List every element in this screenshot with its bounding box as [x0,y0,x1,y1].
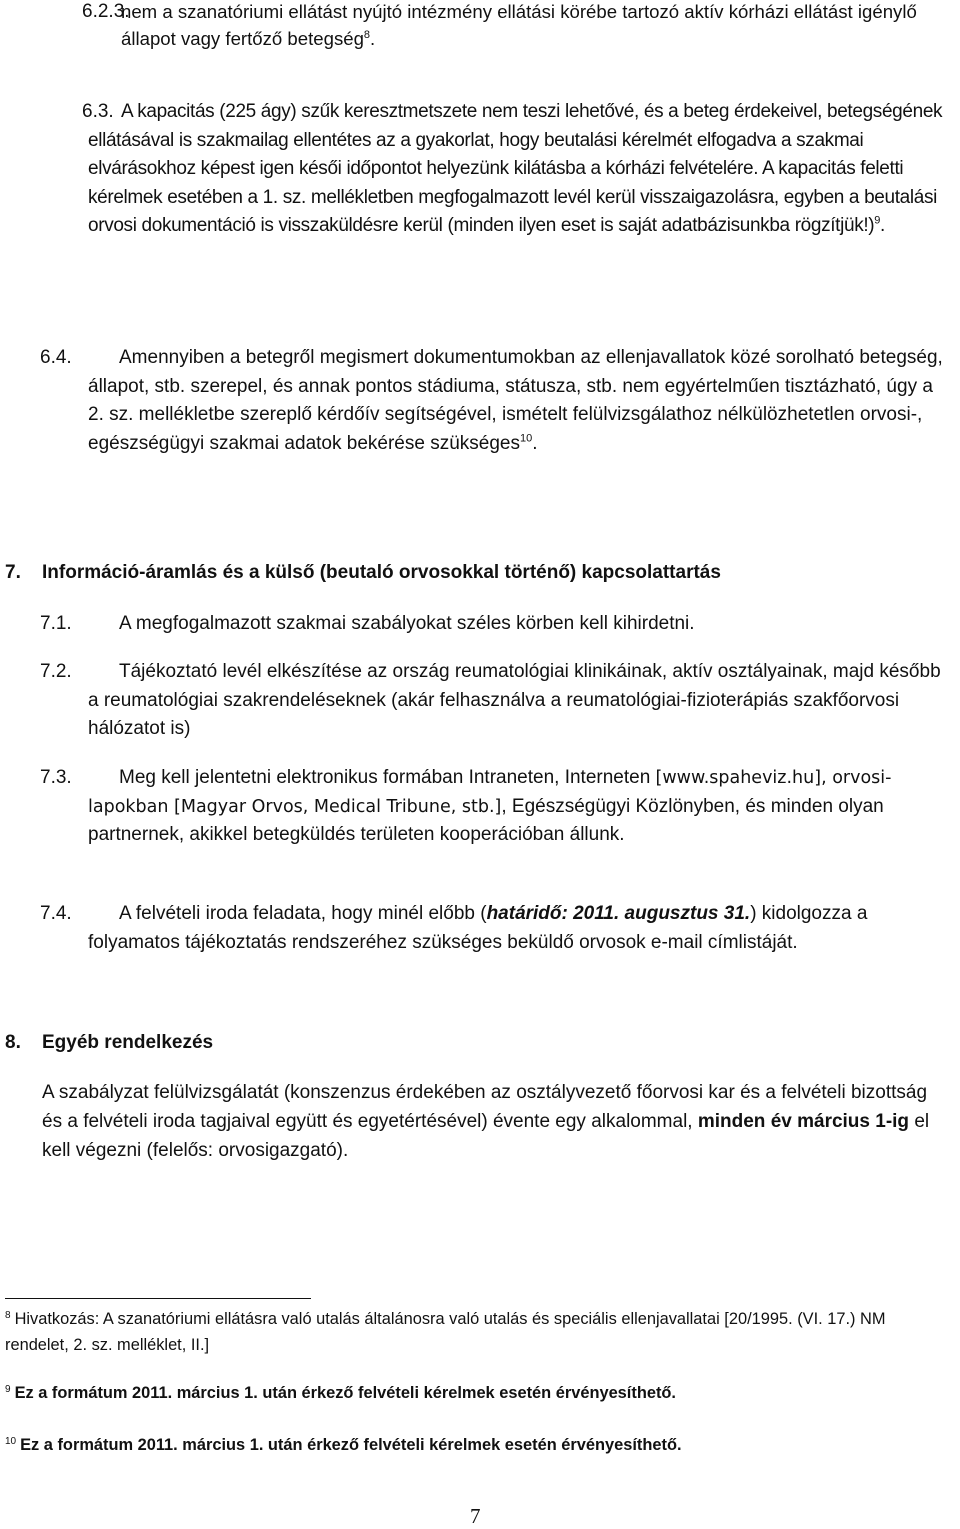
page-number: 7 [470,1504,481,1528]
item-number: 6.2.3. [82,1,130,22]
footnote-10: $^{10}$ Ez a formátum 2011. március 1. után érkező felvételi kérelmek esetén érvényesíthető. [5,1435,682,1454]
footnote-9: $^9$ Ez a formátum 2011. március 1. után érkező felvételi kérelmek esetén érvényesíthető. [5,1383,676,1402]
footnote-ref-8[interactable]: 8 [363,28,371,41]
item-number: 7.3. [40,767,72,788]
item-text: Tájékoztató levél elkészítése az ország reumatológiai klinikáinak, aktív osztályainak, majd később a reumatológiai szakrendeléseknek (akár felhasználva a reumatológiai-fizioterápiás szakfőorvosi hálózatot is) [88,661,941,740]
footnote-ref-9[interactable]: 9 [874,215,881,228]
section-title: Egyéb rendelkezés [42,1032,214,1053]
website-link[interactable]: [www.spaheviz.hu] [655,768,822,788]
item-text: nem a szanatóriumi ellátást nyújtó intézmény ellátási körébe tartozó aktív kórházi ellátást igénylő állapot vagy fertőző betegség$^8$. [121,1,917,49]
item-number: 7.2. [40,661,72,682]
item-number: 7.1. [40,613,72,634]
footnote-8: $^8$ Hivatkozás: A szanatóriumi ellátásra való utalás általánosra való utalás és speciális ellenjavallatai [20/1995. (VI. 17.) NM rendelet, 2. sz. melléklet, II.] [5,1309,886,1354]
deadline-emphasis: minden év március 1-ig [697,1111,910,1132]
item-text: A megfogalmazott szakmai szabályokat széles körben kell kihirdetni. [119,613,695,634]
item-text: A kapacitás (225 ágy) szűk keresztmetszete nem teszi lehetővé, és a beteg érdekeivel, betegségének ellátásával is szakmailag ellentétes az a gyakorlat, hogy beutalási kérelmét elfogadva a szakmai elvárásokhoz képest igen késői időpontot helyezünk kilátásba a kórházi felvételére. A kapacitás feletti kérelmek esetében a 1. sz. mellékletben megfogalmazott levél kerül visszaigazolásra, egyben a beutalási orvosi dokumentáció is visszaküldésre kerül (minden ilyen eset is saját adatbázisunkba rögzítjük!)$^9$. [88,101,943,237]
section-number: 7. [5,562,21,583]
footnote-ref-10[interactable]: 10 [519,432,533,445]
item-text: Amennyiben a betegről megismert dokumentumokban az ellenjavallatok közé sorolható betegség, állapot, stb. szerepel, és annak pontos stádiuma, státusza, stb. nem egyértelműen tisztázható, úgy a 2. sz. mellékletbe szereplő kérdőív segítségével, ismételt felülvizsgálathoz nélkülözhetetlen orvosi-, egészségügyi szakmai adatok bekérése szükséges$^{10}$. [88,347,943,454]
item-number: 6.4. [40,347,72,368]
section-8-body: A szabályzat felülvizsgálatát (konszenzus érdekében az osztályvezető főorvosi kar és a felvételi bizottság és a felvételi iroda tagjaival együtt és egyetértésével) évente egy alkalommal, minden év március 1-ig el kell végezni (felelős: orvosigazgató). [42,1082,930,1161]
section-number: 8. [5,1032,21,1053]
item-number: 7.4. [40,903,72,924]
deadline-label: határidő: 2011. augusztus 31. [486,903,751,924]
journals-list: [Magyar Orvos, Medical Tribune, stb.] [174,796,502,817]
item-text: A felvételi iroda feladata, hogy minél előbb (határidő: 2011. augusztus 31.) kidolgozza a folyamatos tájékoztatás rendszeréhez szükséges beküldő orvosok e-mail címlistáját. [88,903,868,953]
item-text: Meg kell jelentetni elektronikus formában Intraneten, Interneten [www.spaheviz.hu], orvosi-lapokban [Magyar Orvos, Medical Tribune, stb.], Egészségügyi Közlönyben, és minden olyan partnernek, akikkel betegküldés területen kooperációban állunk. [88,767,892,846]
item-number: 6.3. [82,101,114,122]
footnote-separator [5,1298,311,1299]
section-title: Információ-áramlás és a külső (beutaló orvosokkal történő) kapcsolattartás [42,562,721,583]
